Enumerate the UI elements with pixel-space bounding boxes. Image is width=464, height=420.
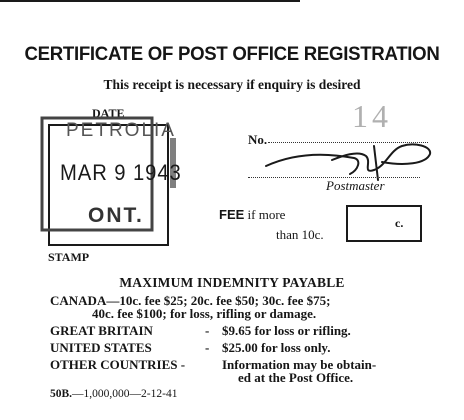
value-great-britain: $9.65 for loss or rifling. [222,323,351,338]
canada-line2: 40c. fee $100; for loss, rifling or damage. [92,306,317,321]
fee-box [346,205,422,242]
country-united-states: UNITED STATES [50,340,152,355]
postmark-date: MAR 9 1943 [60,160,182,185]
postmaster-label: Postmaster [326,178,385,193]
top-rule [0,0,300,2]
fee-condition: if more [247,207,286,222]
form-footer [50,388,177,400]
registration-number: 14 [352,98,392,134]
fee-prefix: FEE [219,207,245,222]
dash-united-states: - [205,340,210,355]
number-label: No. [248,132,268,147]
certificate-subtitle: This receipt is necessary if enquiry is desired [103,77,361,92]
fee-text-line2: than 10c. [276,227,324,242]
postmark-town: PETROLIA [66,120,176,141]
fee-text-line1 [219,207,285,223]
dash-great-britain: - [205,323,210,338]
print-info: —1,000,000—2-12-41 [72,388,178,400]
form-number: 50B. [50,388,73,400]
postmark-province: ONT. [88,204,144,227]
value-other-line2: ed at the Post Office. [238,370,354,385]
canada-line1: CANADA—10c. fee $25; 20c. fee $50; 30c. fee $75; [50,293,331,308]
country-other: OTHER COUNTRIES - [50,357,186,372]
indemnity-heading: MAXIMUM INDEMNITY PAYABLE [119,275,345,290]
postmaster-signature-icon [262,140,438,182]
fee-unit: c. [395,216,404,230]
value-united-states: $25.00 for loss only. [222,340,331,355]
date-label: DATE [92,106,125,120]
certificate-title: CERTIFICATE OF POST OFFICE REGISTRATION [24,44,440,65]
country-great-britain: GREAT BRITAIN [50,323,153,338]
value-other-line1: Information may be obtain- [222,357,377,372]
stamp-label: STAMP [48,250,90,264]
